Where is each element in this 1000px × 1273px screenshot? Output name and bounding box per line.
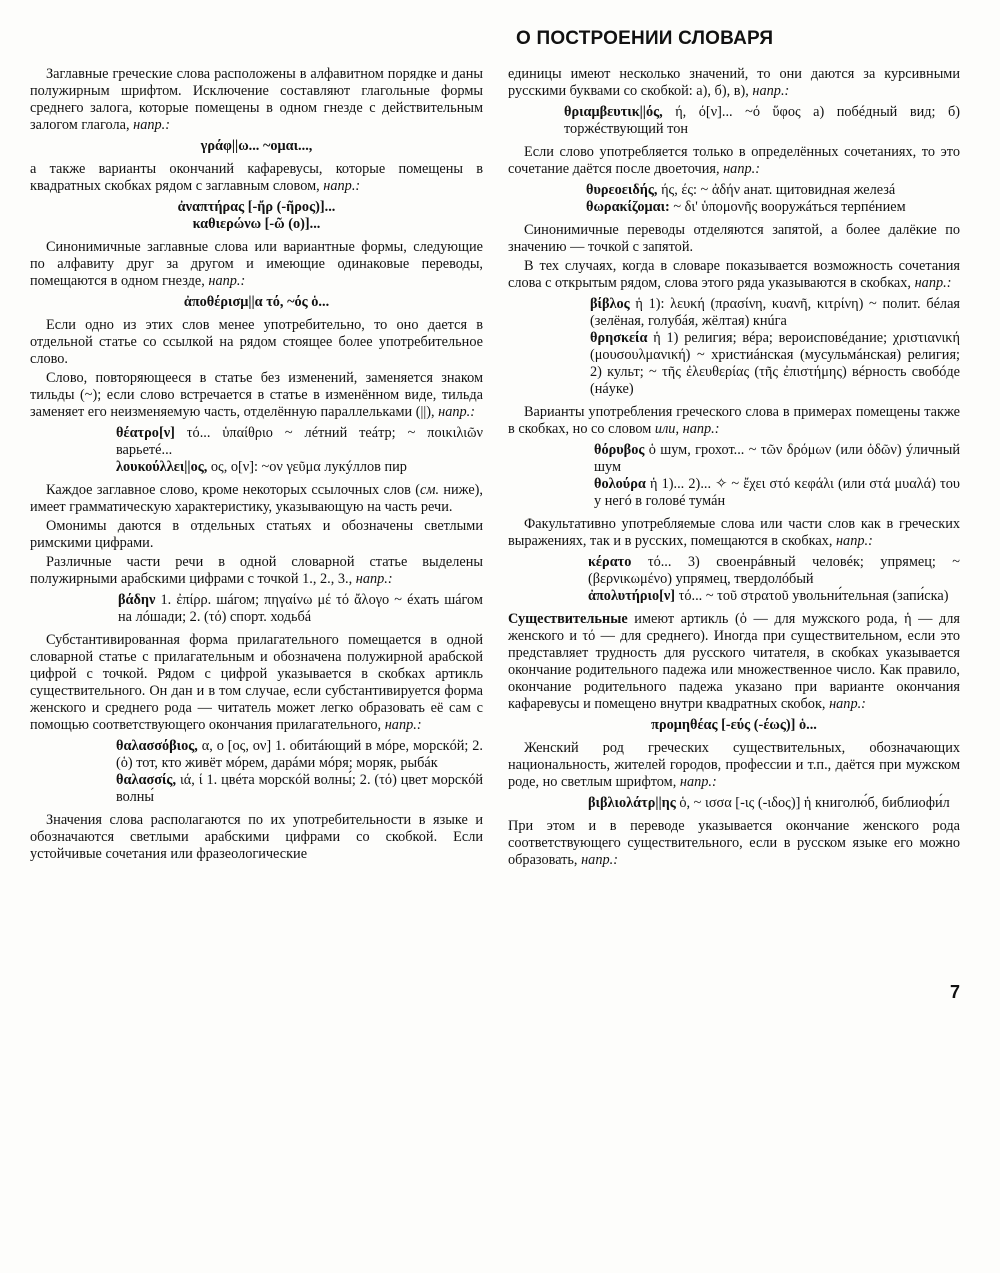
example: βάδην 1. ἐπίρρ. шáгом; πηγαίνω μέ τό ἄλογο ~ éхать шáгом на лóшади; 2. (τό) спорт. ходьбá — [118, 592, 483, 625]
paragraph: Каждое заглавное слово, кроме некоторых ссылочных слов (см. ниже), имеет грамматическую характеристику, указывающую на часть речи. — [30, 482, 483, 515]
example: θαλασσόβιος, α, ο [ος, ον] 1. обитáющий в мóре, морскóй; 2. (ὁ) тот, кто живёт мóрем, дарáми мóря; моряк, рыбáк θαλασσίς, ιά, ί 1. цвéта морскóй волны́; 2. (τό) цвет морскóй волны́ — [116, 738, 483, 805]
paragraph: Женский род греческих существительных, обозначающих национальность, жителей городов, профессии и т.п., даётся при мужском роде, но светлым шрифтом, напр.: — [508, 740, 960, 790]
example: κέρατο τό... 3) своенрáвный человéк; упрямец; ~ (βερνικωμένο) упрямец, твердолóбый ἀπολυτήριο[ν] τό... ~ τοῦ στρατοῦ увольни́тельная (запи́ска) — [588, 554, 960, 604]
example: ἀποθέρισμ||α τό, ~ός ὁ... — [183, 294, 330, 310]
left-column — [30, 66, 483, 865]
paragraph: В тех случаях, когда в словаре показывается возможность сочетания слова с открытым рядом, слова этого ряда указываются в скобках, напр.: — [508, 258, 960, 291]
paragraph: Заглавные греческие слова расположены в алфавитном порядке и даны полужирным шрифтом. Исключение составляют глагольные формы среднего залога, которые помещены в одном гнезде с действительным залогом глагола, напр.: — [30, 66, 483, 133]
paragraph: Если одно из этих слов менее употребительно, то оно дается в отдельной статье со ссылкой на рядом стоящее более употребительное слово. — [30, 317, 483, 367]
paragraph: Омонимы даются в отдельных статьях и обозначены светлыми римскими цифрами. — [30, 518, 483, 551]
paragraph: Субстантивированная форма прилагательного помещается в одной словарной статье с прилагательным и обозначена полужирной арабской цифрой с точкой. Рядом с цифрой указывается в скобках артикль существительного. Он дан и в том случае, если субстантивируется форма женского и среднего рода — читатель может легко образовать её сам с помощью соответствующего окончания прилагательного, напр.: — [30, 632, 483, 733]
page-title: О ПОСТРОЕНИИ СЛОВАРЯ — [516, 28, 774, 49]
example: προμηθέας [-εύς (-έως)] ὁ... — [651, 717, 817, 733]
example: γράφ||ω... ~ομαι..., — [200, 138, 313, 154]
example: θέατρο[ν] τό... ὑπαίθριο ~ лéтний теáтр; ~ ποικιλιῶν варьетé... λουκούλλει||ος, ος, ο[ν]: ~ον γεῦμα лукýллов пир — [116, 425, 483, 475]
paragraph: Значения слова располагаются по их употребительности в языке и обозначаются светлыми арабскими цифрами со скобкой. Если устойчивые сочетания или фразеологические — [30, 812, 483, 862]
paragraph: При этом и в переводе указывается окончание женского рода соответствующего существительного, если в русском языке его можно образовать, напр.: — [508, 818, 960, 868]
example: θόρυβος ὁ шум, грохот... ~ τῶν δρόμων (или ὁδῶν) ýличный шум θολούρα ἡ 1)... 2)... ✧ ~ ἔχει στό κεφάλι (или στά μυαλά) του у негó в головé тумáн — [594, 442, 961, 509]
right-column — [508, 66, 960, 871]
paragraph: Синонимичные заглавные слова или вариантные формы, следующие по алфавиту друг за другом и имеющие одинаковые переводы, помещаются в одном гнезде, напр.: — [30, 239, 483, 289]
example: θριαμβευτικ||ός, ή, ό[ν]... ~ό ὕφος а) побéдный вид; б) торжéствующий тон — [564, 104, 960, 137]
paragraph: Факультативно употребляемые слова или части слов как в греческих выражениях, так и в русских, помещаются в скобках, напр.: — [508, 516, 960, 549]
example: βιβλιολάτρ||ης ὁ, ~ ισσα [-ις (-ιδος)] ἡ книголю́б, библиофи́л — [588, 795, 950, 811]
paragraph: Варианты употребления греческого слова в примерах помещены также в скобках, но со словом или, напр.: — [508, 404, 960, 437]
paragraph: Различные части речи в одной словарной статье выделены полужирными арабскими цифрами с точкой 1., 2., 3., напр.: — [30, 554, 483, 587]
example: θυρεοειδής, ής, ές: ~ ἀδήν анат. щитовидная железá θωρακίζομαι: ~ δι' ὑπομονῆς вооружáться терпéнием — [586, 182, 906, 215]
paragraph: единицы имеют несколько значений, то они даются за курсивными русскими буквами со скобкой: а), б), в), напр.: — [508, 66, 960, 99]
paragraph: Существительные имеют артикль (ὁ — для мужского рода, ἡ — для женского и τό — для среднего). Иногда при существительном, если это представляет трудность для русского читателя, в скобках указывается окончание родительного падежа или множественное число. Как правило, окончание родительного падежа указано при варианте окончания кафаревусы и помещено внутри квадратных скобок, напр.: — [508, 611, 960, 712]
paragraph: Синонимичные переводы отделяются запятой, а более далёкие по значению — точкой с запятой. — [508, 222, 960, 255]
paragraph: Слово, повторяющееся в статье без изменений, заменяется знаком тильды (~); если слово встречается в статье в изменённом виде, тильда заменяет его неизменяемую часть, отделённую параллельками (||), напр.: — [30, 370, 483, 420]
example: βίβλος ἡ 1): λευκή (πρασίνη, κυανῆ, κιτρίνη) ~ полит. бéлая (зелёная, голубáя, жёлтая) кнúга θρησκεία ἡ 1) религия; вéра; вероисповéдание; χριστιανική (μουσουλμανική) ~ христиáнская (мусульмáнская) религия; 2) культ; ~ τῆς ἐλευθερίας (τῆς ἐπιστήμης) вéрность свобóде (нáуке) — [590, 296, 960, 397]
paragraph: Если слово употребляется только в определённых сочетаниях, то это сочетание даётся после двоеточия, напр.: — [508, 144, 960, 177]
paragraph: а также варианты окончаний кафаревусы, которые помещены в квадратных скобках рядом с заглавным словом, напр.: — [30, 161, 483, 194]
page-number: 7 — [950, 982, 961, 1002]
example: ἀναπτήρας [-ἤρ (-ῆρος)]... καθιερώνω [-ῶ (ο)]... — [177, 199, 336, 232]
